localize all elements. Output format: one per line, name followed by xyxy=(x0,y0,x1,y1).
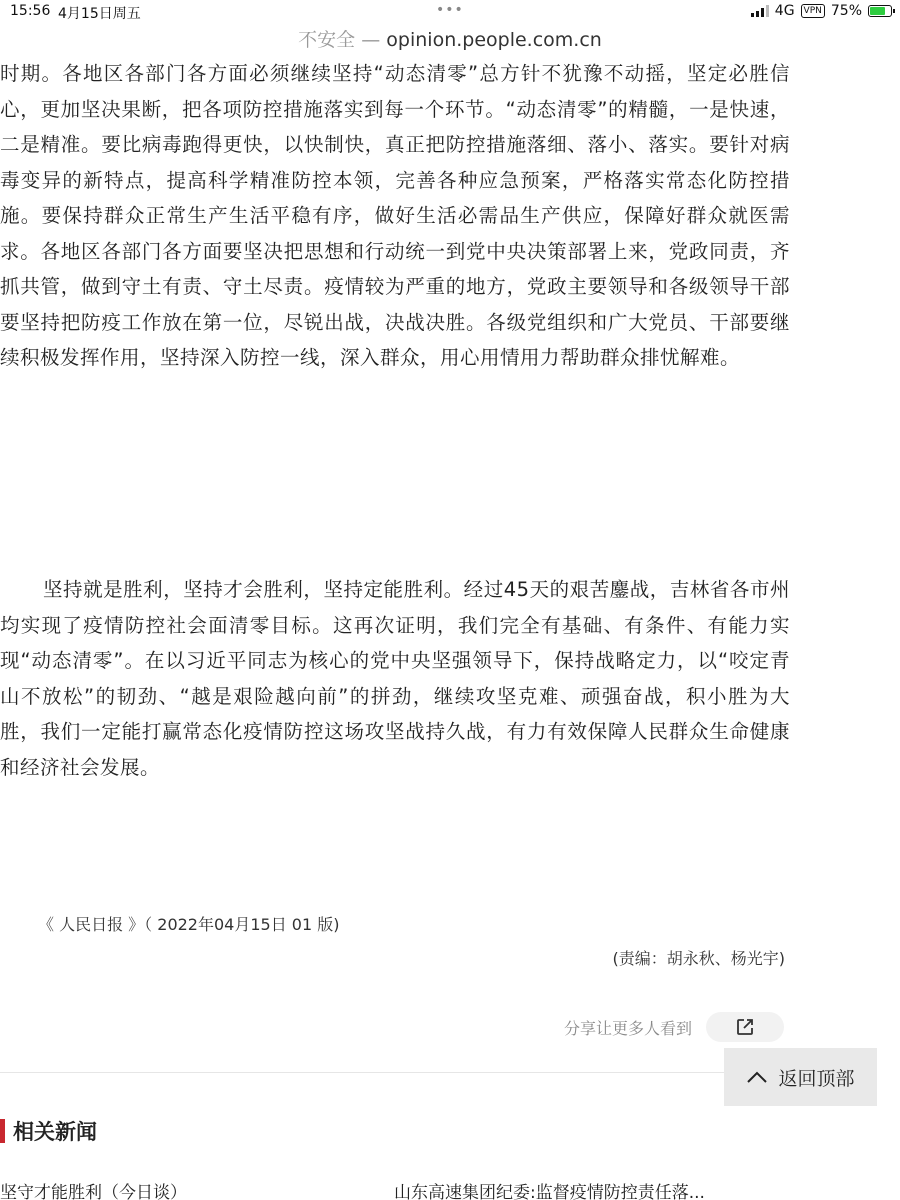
status-bar xyxy=(0,0,900,24)
related-news-link[interactable]: 坚守才能胜利（今日谈） xyxy=(0,1183,187,1200)
signal-icon xyxy=(751,5,769,17)
url-separator: — xyxy=(361,29,381,51)
related-news-header xyxy=(0,1116,97,1146)
related-news-list xyxy=(0,1178,900,1200)
multitask-dots-icon[interactable]: ••• xyxy=(436,2,464,18)
status-time: 15:56 xyxy=(10,3,51,19)
share-button[interactable] xyxy=(706,1012,784,1042)
battery-icon xyxy=(868,5,892,17)
section-marker xyxy=(0,1119,5,1143)
article-paragraph: 坚持就是胜利，坚持才会胜利，坚持定能胜利。经过45天的艰苦鏖战，吉林省各市州均实现了疫情防控社会面清零目标。这再次证明，我们完全有基础、有条件、有能力实现“动态清零”。在以习近平同志为核心的党中央坚强领导下，保持战略定力，以“咬定青山不放松”的韧劲、“越是艰险越向前”的拼劲，继续攻坚克难、顽强奋战，积小胜为大胜，我们一定能打赢常态化疫情防控这场攻坚战持久战，有力有效保障人民群众生命健康和经济社会发展。 xyxy=(0,578,790,779)
share-icon xyxy=(735,1017,755,1037)
article-source: 《 人民日报 》（ 2022年04月15日 01 版) xyxy=(38,915,340,934)
chevron-up-icon xyxy=(746,1070,768,1084)
url-host[interactable]: opinion.people.com.cn xyxy=(386,29,602,51)
article-paragraph: 时期。各地区各部门各方面必须继续坚持“动态清零”总方针不犹豫不动摇，坚定必胜信心，更加坚决果断，把各项防控措施落实到每一个环节。“动态清零”的精髓，一是快速，二是精准。要比病毒跑得更快，以快制快，真正把防控措施落细、落小、落实。要针对病毒变异的新特点，提高科学精准防控本领，完善各种应急预案，严格落实常态化防控措施。要保持群众正常生产生活平稳有序，做好生活必需品生产供应，保障好群众就医需求。各地区各部门各方面要坚决把思想和行动统一到党中央决策部署上来，党政同责，齐抓共管，做到守土有责、守土尽责。疫情较为严重的地方，党政主要领导和各级领导干部要坚持把防疫工作放在第一位，尽锐出战，决战决胜。各级党组织和广大党员、干部要继续积极发挥作用，坚持深入防控一线，深入群众，用心用情用力帮助群众排忧解难。 xyxy=(0,62,790,369)
related-news-title: 相关新闻 xyxy=(13,1120,97,1144)
vpn-badge: VPN xyxy=(801,4,825,18)
status-indicators xyxy=(751,3,892,19)
address-bar[interactable] xyxy=(0,24,900,56)
network-type: 4G xyxy=(774,3,795,19)
divider xyxy=(0,1072,724,1073)
related-news-link[interactable]: 山东高速集团纪委:监督疫情防控责任落... xyxy=(394,1183,705,1200)
share-row xyxy=(564,1012,784,1042)
back-to-top-button[interactable] xyxy=(724,1048,877,1106)
insecure-label: 不安全 xyxy=(298,29,356,51)
status-date: 4月15日周五 xyxy=(58,6,141,22)
article-editor: (责编：胡永秋、杨光宇) xyxy=(612,949,785,968)
share-label: 分享让更多人看到 xyxy=(563,1018,692,1038)
battery-percent: 75% xyxy=(830,3,862,19)
back-to-top-label: 返回顶部 xyxy=(778,1067,855,1090)
